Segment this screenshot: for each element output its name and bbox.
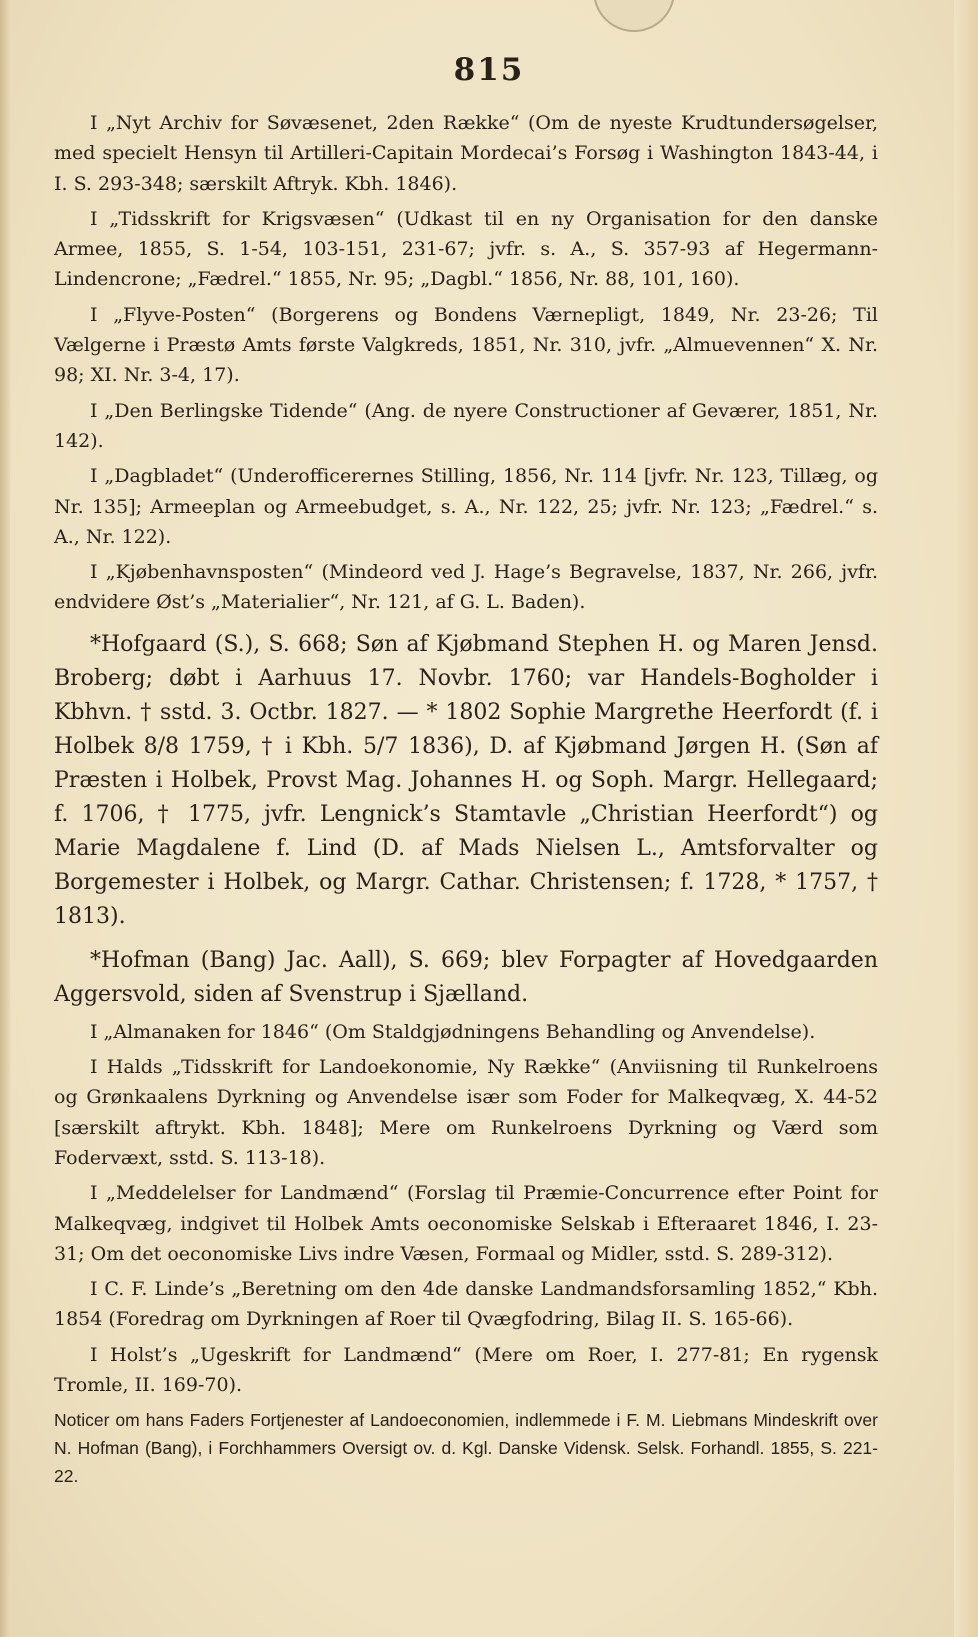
reference-nyt-archiv: I „Nyt Archiv for Søvæsenet, 2den Række“ (Om de nyeste Krudtundersøgelser, med specielt Hensyn til Artilleri-Capitain Mordecai’s Forsøg i Washington 1843-44, i I. S. 293-348; særskilt Aftryk. Kbh. 1846). — [54, 112, 878, 195]
reference-tidsskrift-krigsvaesen: I „Tidsskrift for Krigsvæsen“ (Udkast til en ny Organisation for den danske Armee, 1855, S. 1-54, 103-151, 231-67; jvfr. s. A., S. 357-93 af Hegermann-Lindencrone; „Fædrel.“ 1855, Nr. 95; „Dagbl.“ 1856, Nr. 88, 101, 160). — [54, 207, 878, 291]
entry-hofgaard: *Hofgaard (S.), S. 668; Søn af Kjøbmand Stephen H. og Maren Jensd. Broberg; døbt i Aarhuus 17. Novbr. 1760; var Handels-Bogholder i Kbhvn. † sstd. 3. Octbr. 1827. — * 1802 Sophie Margrethe Heerfordt (f. i Holbek 8/8 1759, † i Kbh. 5/7 1836), D. af Kjøbmand Jørgen H. (Søn af Præsten i Holbek, Provst Mag. Johannes H. og Soph. Margr. Hellegaard; f. 1706, † 1775, jvfr. Lengnick’s Stamtavle „Christian Heerfordt“) og Marie Magdalene f. Lind (D. af Mads Nielsen L., Amtsforvalter og Borgemester i Holbek, og Margr. Cathar. Christensen; f. 1728, * 1757, † 1813). — [54, 631, 878, 929]
note-liebman: Noticer om hans Faders Fortjenester af Landoeconomien, indlemmede i F. M. Liebmans Mindeskrift over N. Hofman (Bang), i Forchhammers Oversigt ov. d. Kgl. Danske Vidensk. Selsk. Forhandl. 1855, S. 221-22. — [54, 1410, 878, 1487]
reference-holst-ugeskrift: I Holst’s „Ugeskrift for Landmænd“ (Mere om Roer, I. 277-81; En rygensk Tromle, II. 169-70). — [54, 1343, 878, 1397]
reference-kjobenhavnsposten: I „Kjøbenhavnsposten“ (Mindeord ved J. Hage’s Begravelse, 1837, Nr. 266, jvfr. endvidere Øst’s „Materialier“, Nr. 121, af G. L. Baden). — [54, 561, 878, 614]
reference-berlingske-tidende: I „Den Berlingske Tidende“ (Ang. de nyere Constructioner af Geværer, 1851, Nr. 142). — [54, 399, 878, 452]
page-hole — [593, 0, 675, 32]
reference-flyve-posten: I „Flyve-Posten“ (Borgerens og Bondens Værnepligt, 1849, Nr. 23-26; Til Vælgerne i Præstø Amts første Valgkreds, 1851, Nr. 310, jvfr. „Almuevennen“ X. Nr. 98; XI. Nr. 3-4, 17). — [54, 303, 878, 387]
reference-almanaken: I „Almanaken for 1846“ (Om Staldgjødningens Behandling og Anvendelse). — [90, 1020, 816, 1043]
reference-dagbladet: I „Dagbladet“ (Underofficerernes Stilling, 1856, Nr. 114 [jvfr. Nr. 123, Tillæg, og Nr. 135]; Armeeplan og Armeebudget, s. A., Nr. 122, 25; jvfr. Nr. 123; „Fædrel.“ s. A., Nr. 122). — [54, 465, 878, 548]
page-body — [54, 108, 878, 1495]
reference-halds-tidsskrift: I Halds „Tidsskrift for Landoekonomie, Ny Række“ (Anviisning til Runkelroens og Grønkaalens Dyrkning og Anvendelse især som Foder for Malkeqvæg, X. 44-52 [særskilt aftrykt. Kbh. 1848]; Mere om Runkelroens Dyrkning og Værd som Fodervæxt, sstd. S. 113-18). — [54, 1056, 878, 1169]
reference-meddelelser: I „Meddelelser for Landmænd“ (Forslag til Præmie-Concurrence efter Point for Malkeqvæg, indgivet til Holbek Amts oeconomiske Selskab i Efteraaret 1846, I. 23-31; Om det oeconomiske Livs indre Væsen, Formaal og Midler, sstd. S. 289-312). — [54, 1182, 878, 1265]
entry-hofman: *Hofman (Bang) Jac. Aall), S. 669; blev Forpagter af Hovedgaarden Aggersvold, siden af Svenstrup i Sjælland. — [54, 947, 878, 1007]
reference-linde-beretning: I C. F. Linde’s „Beretning om den 4de danske Landmandsforsamling 1852,“ Kbh. 1854 (Foredrag om Dyrkningen af Roer til Qvægfodring, Bilag II. S. 165-66). — [54, 1278, 878, 1331]
page-number: 815 — [453, 52, 525, 88]
